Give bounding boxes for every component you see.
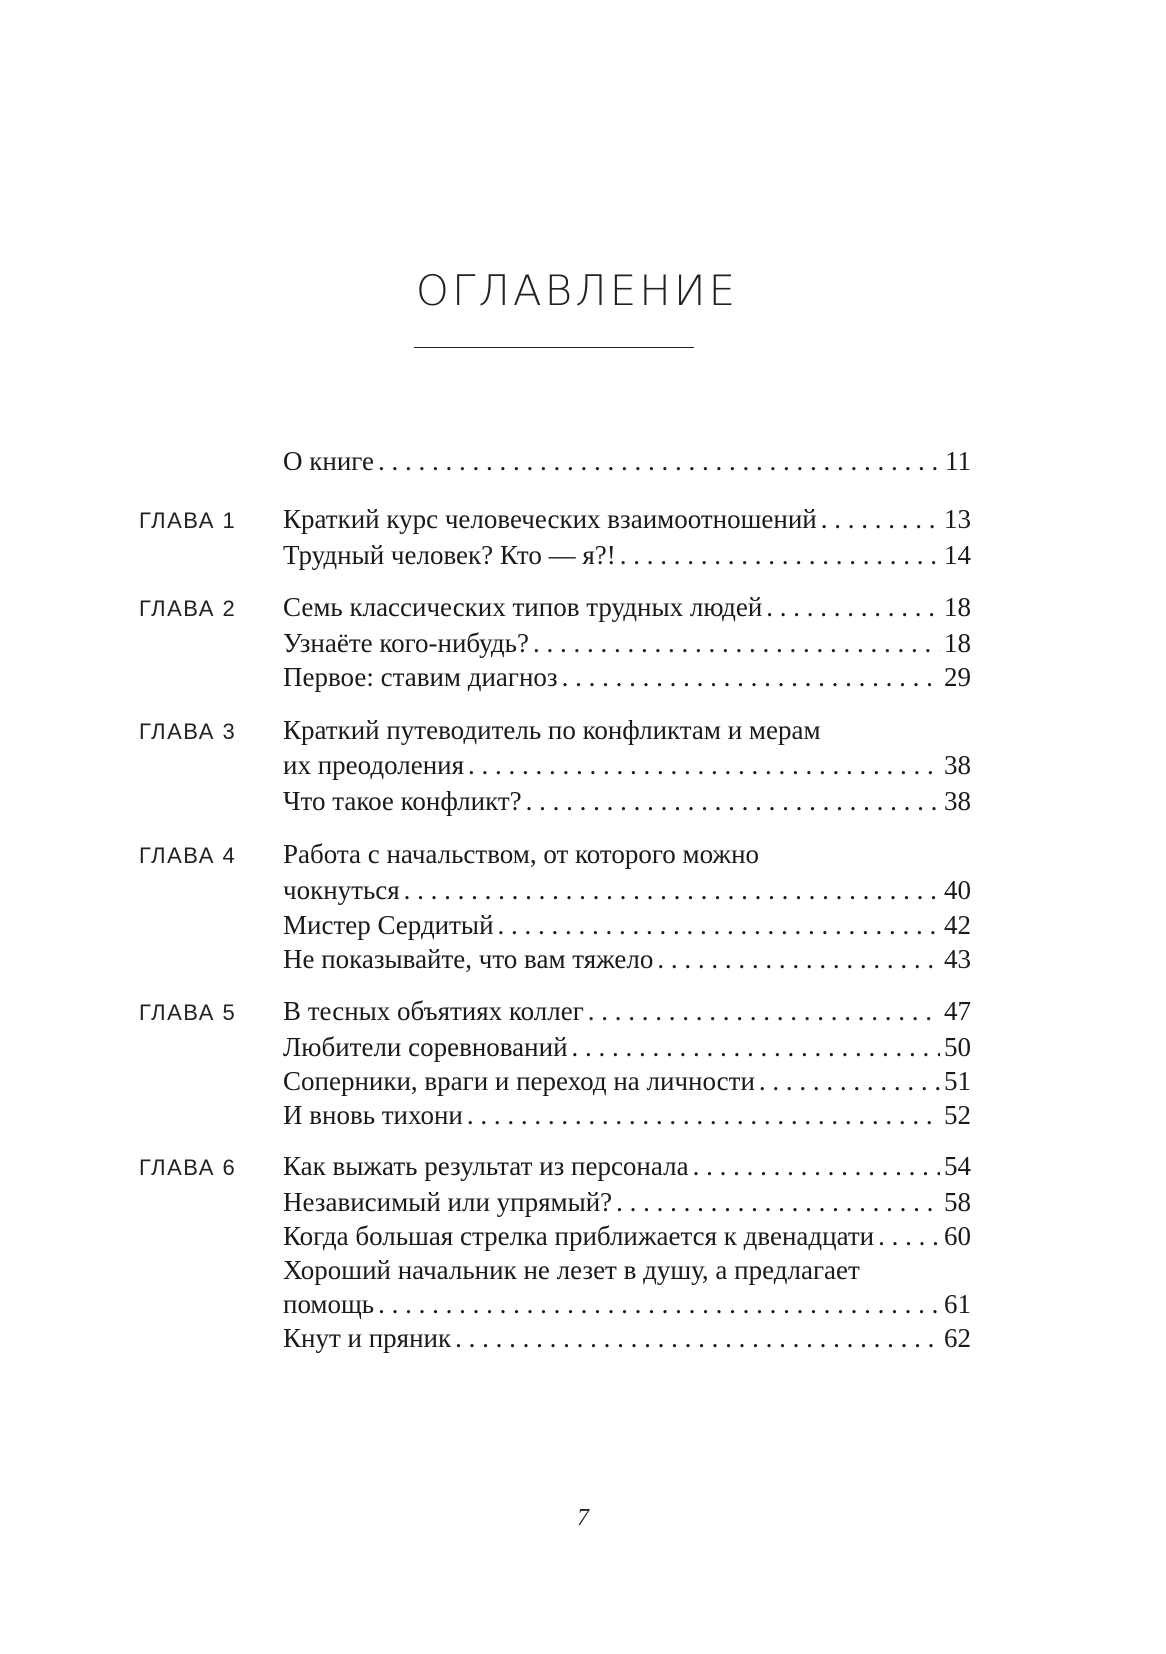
- toc-entry-title-line1[interactable]: Работа с начальством, от которого можно: [283, 839, 760, 869]
- dot-leader: [620, 542, 940, 569]
- dot-leader: [498, 912, 940, 939]
- toc-entry-page: 60: [944, 1221, 971, 1251]
- dot-leader: [455, 1325, 940, 1352]
- dot-leader: [693, 1153, 940, 1180]
- chapter-label-3: ГЛАВА 3: [139, 719, 237, 744]
- toc-entry-title: Трудный человек? Кто — я?!: [283, 540, 616, 570]
- toc-entry[interactable]: [283, 877, 971, 904]
- toc-entry-page: 50: [944, 1032, 971, 1062]
- toc-entry[interactable]: [283, 946, 971, 973]
- toc-entry[interactable]: [283, 1034, 971, 1061]
- dot-leader: [821, 506, 940, 533]
- toc-entry-title: чокнуться: [283, 875, 400, 905]
- toc-entry-page: 18: [944, 628, 971, 658]
- dot-leader: [526, 788, 940, 815]
- dot-leader: [562, 664, 940, 691]
- toc-entry-intro[interactable]: [283, 448, 971, 475]
- toc-entry-title: Не показывайте, что вам тяжело: [283, 944, 654, 974]
- dot-leader: [766, 594, 940, 621]
- toc-entry[interactable]: [283, 664, 971, 691]
- toc-entry[interactable]: [283, 1291, 971, 1318]
- toc-entry-title-line1[interactable]: Хороший начальник не лезет в душу, а предлагает: [283, 1255, 860, 1285]
- page-title: ОГЛАВЛЕНИЕ: [415, 266, 739, 315]
- toc-entry-title: Соперники, враги и переход на личности: [283, 1066, 755, 1096]
- dot-leader: [657, 946, 940, 973]
- toc-entry-page: 40: [944, 875, 971, 905]
- toc-entry-title: Семь классических типов трудных людей: [283, 592, 763, 622]
- toc-entry[interactable]: [283, 506, 971, 533]
- toc-entry-title: Как выжать результат из персонала: [283, 1151, 689, 1181]
- toc-entry[interactable]: [283, 1153, 971, 1180]
- toc-entry-title: Первое: ставим диагноз: [283, 662, 558, 692]
- toc-entry-page: 13: [944, 504, 971, 534]
- toc-entry-page: 11: [945, 446, 971, 476]
- chapter-label-4: ГЛАВА 4: [139, 843, 237, 868]
- toc-entry-page: 54: [944, 1151, 971, 1181]
- toc-entry[interactable]: [283, 752, 971, 779]
- toc-entry-page: 42: [944, 910, 971, 940]
- toc-entry-title: Мистер Сердитый: [283, 910, 494, 940]
- toc-entry-page: 18: [944, 592, 971, 622]
- toc-entry-page: 58: [944, 1187, 971, 1217]
- toc-entry-page: 38: [944, 750, 971, 780]
- toc-entry-page: 52: [944, 1100, 971, 1130]
- chapter-label-2: ГЛАВА 2: [139, 596, 237, 621]
- dot-leader: [616, 1189, 940, 1216]
- chapter-label-1: ГЛАВА 1: [139, 508, 237, 533]
- toc-entry-page: 62: [944, 1323, 971, 1353]
- toc-entry-title: помощь: [283, 1289, 375, 1319]
- toc-entry-title: В тесных объятиях коллег: [283, 996, 584, 1026]
- dot-leader: [759, 1068, 940, 1095]
- toc-entry[interactable]: [283, 542, 971, 569]
- toc-entry[interactable]: [283, 788, 971, 815]
- toc-entry-title: Любители соревнований: [283, 1032, 568, 1062]
- dot-leader: [878, 1223, 940, 1250]
- dot-leader: [378, 448, 941, 475]
- toc-entry-title: Кнут и пряник: [283, 1323, 452, 1353]
- toc-entry-page: 47: [944, 996, 971, 1026]
- toc-entry[interactable]: [283, 1102, 971, 1129]
- toc-entry-title: О книге: [283, 446, 374, 476]
- chapter-label-6: ГЛАВА 6: [139, 1155, 237, 1180]
- toc-entry[interactable]: [283, 594, 971, 621]
- toc-entry-title: Независимый или упрямый?: [283, 1187, 613, 1217]
- toc-entry[interactable]: [283, 912, 971, 939]
- dot-leader: [533, 630, 940, 657]
- toc-entry-page: 51: [944, 1066, 971, 1096]
- toc-entry-title-line1[interactable]: Краткий путеводитель по конфликтам и мерам: [283, 715, 821, 745]
- toc-entry[interactable]: [283, 630, 971, 657]
- toc-entry-page: 29: [944, 662, 971, 692]
- toc-entry-title: И вновь тихони: [283, 1100, 463, 1130]
- toc-entry-page: 14: [944, 540, 971, 570]
- toc-entry-page: 43: [944, 944, 971, 974]
- dot-leader: [467, 1102, 940, 1129]
- chapter-label-5: ГЛАВА 5: [139, 1000, 237, 1025]
- toc-entry-title: Краткий курс человеческих взаимоотношений: [283, 504, 817, 534]
- toc-entry[interactable]: [283, 1325, 971, 1352]
- dot-leader: [378, 1291, 940, 1318]
- toc-entry-title: Когда большая стрелка приближается к двенадцати: [283, 1221, 875, 1251]
- toc-entry[interactable]: [283, 1189, 971, 1216]
- toc-entry[interactable]: [283, 1223, 971, 1250]
- toc-entry[interactable]: [283, 1068, 971, 1095]
- toc-entry-page: 38: [944, 786, 971, 816]
- toc-entry-page: 61: [944, 1289, 971, 1319]
- page-number: 7: [577, 1505, 589, 1531]
- toc-entry[interactable]: [283, 998, 971, 1025]
- dot-leader: [468, 752, 940, 779]
- toc-entry-title: Узнаёте кого-нибудь?: [283, 628, 529, 658]
- dot-leader: [572, 1034, 940, 1061]
- toc-entry-title: Что такое конфликт?: [283, 786, 522, 816]
- dot-leader: [404, 877, 940, 904]
- dot-leader: [588, 998, 940, 1025]
- toc-entry-title: их преодоления: [283, 750, 465, 780]
